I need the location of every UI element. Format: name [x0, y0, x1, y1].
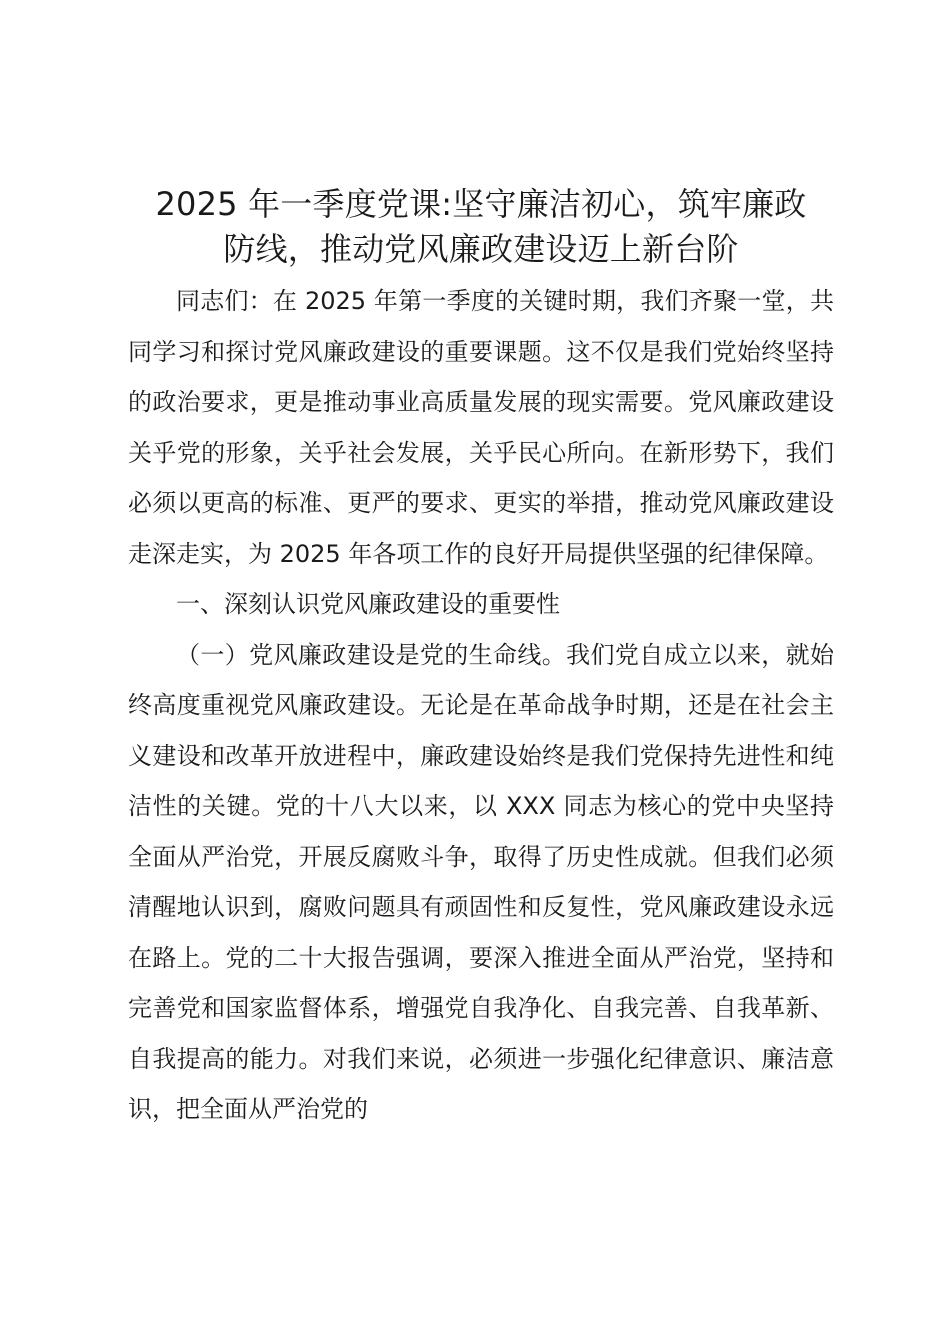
subsection-paragraph-1: （一）党风廉政建设是党的生命线。我们党自成立以来，就始终高度重视党风廉政建设。无论是在革命战争时期，还是在社会主义建设和改革开放进程中，廉政建设始终是我们党保持先进性和纯洁性的关键。党的十八大以来，以 XXX 同志为核心的党中央坚持全面从严治党，开展反腐败斗争，取得了历史性成就。但我们必须清醒地认识到，腐败问题具有顽固性和反复性，党风廉政建设永远在路上。党的二十大报告强调，要深入推进全面从严治党，坚持和完善党和国家监督体系，增强党自我净化、自我完善、自我革新、自我提高的能力。对我们来说，必须进一步强化纪律意识、廉洁意识，把全面从严治党的	[128, 640, 834, 1123]
section-heading-1: 一、深刻认识党风廉政建设的重要性	[176, 590, 560, 618]
document-body	[128, 182, 834, 1135]
document-text	[128, 276, 834, 1135]
document-title	[128, 182, 834, 272]
title-line-2: 防线，推动党风廉政建设迈上新台阶	[223, 230, 739, 268]
title-line-1: 2025 年一季度党课:坚守廉洁初心，筑牢廉政	[155, 185, 807, 223]
opening-paragraph: 同志们：在 2025 年第一季度的关键时期，我们齐聚一堂，共同学习和探讨党风廉政建设的重要课题。这不仅是我们党始终坚持的政治要求，更是推动事业高质量发展的现实需要。党风廉政建设关乎党的形象，关乎社会发展，关乎民心所向。在新形势下，我们必须以更高的标准、更严的要求、更实的举措，推动党风廉政建设走深走实，为 2025 年各项工作的良好开局提供坚强的纪律保障。	[128, 287, 834, 568]
